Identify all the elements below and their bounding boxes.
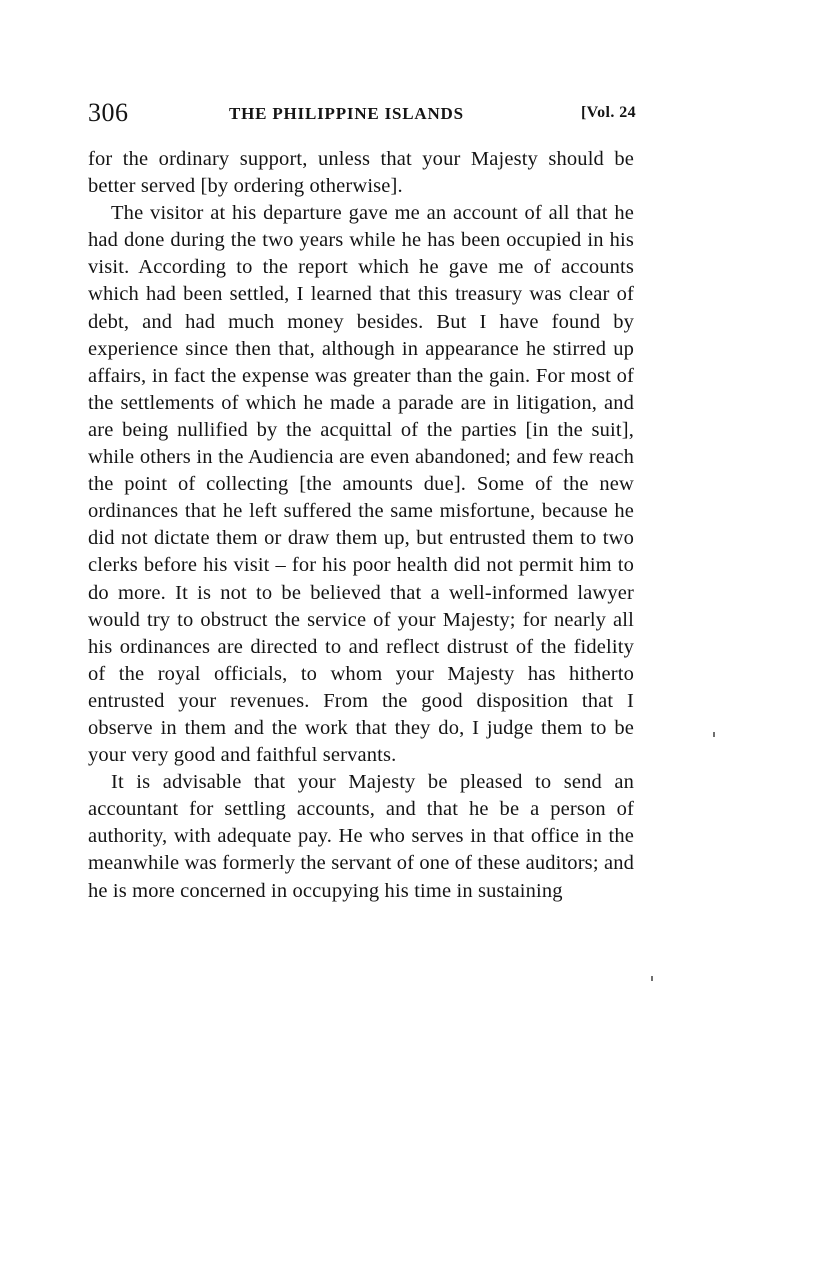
ink-speck xyxy=(713,732,715,737)
page-number: 306 xyxy=(88,98,129,127)
running-head xyxy=(88,98,636,128)
paragraph-visitor-account: The visitor at his departure gave me an account of all that he had done during the two years while he has been occupied in his visit. According to the report which he gave me of accounts which had been settled, I learned that this treasury was clear of debt, and had much money besides. But I have found by experience since then that, although in appearance he stirred up affairs, in fact the expense was greater than the gain. For most of the settlements of which he made a parade are in litigation, and are being nullified by the acquittal of the parties [in the suit], while others in the Audiencia are even abandoned; and few reach the point of collecting [the amounts due]. Some of the new ordinances that he left suffered the same misfortune, because he did not dictate them or draw them up, but entrusted them to two clerks before his visit – for his poor health did not permit him to do more. It is not to be believed that a well-informed lawyer would try to obstruct the service of your Majesty; for nearly all his ordinances are directed to and reflect distrust of the fidelity of the royal officials, to whom your Majesty has hitherto entrusted your revenues. From the good disposition that I observe in them and the work that they do, I judge them to be your very good and faithful servants. xyxy=(88,202,634,767)
body-text xyxy=(88,146,634,905)
running-title: THE PHILIPPINE ISLANDS xyxy=(229,104,464,123)
ink-speck xyxy=(651,976,653,981)
paragraph-accountant-advice: It is advisable that your Majesty be pleased to send an accountant for settling accounts, and that he be a person of authority, with adequate pay. He who serves in that office in the meanwhile was formerly the servant of one of these auditors; and he is more concerned in occupying his time in sustaining xyxy=(88,771,634,902)
volume-label: [Vol. 24 xyxy=(580,104,636,121)
paragraph-continuation: for the ordinary support, unless that your Majesty should be better served [by ordering otherwise]. xyxy=(88,148,634,198)
